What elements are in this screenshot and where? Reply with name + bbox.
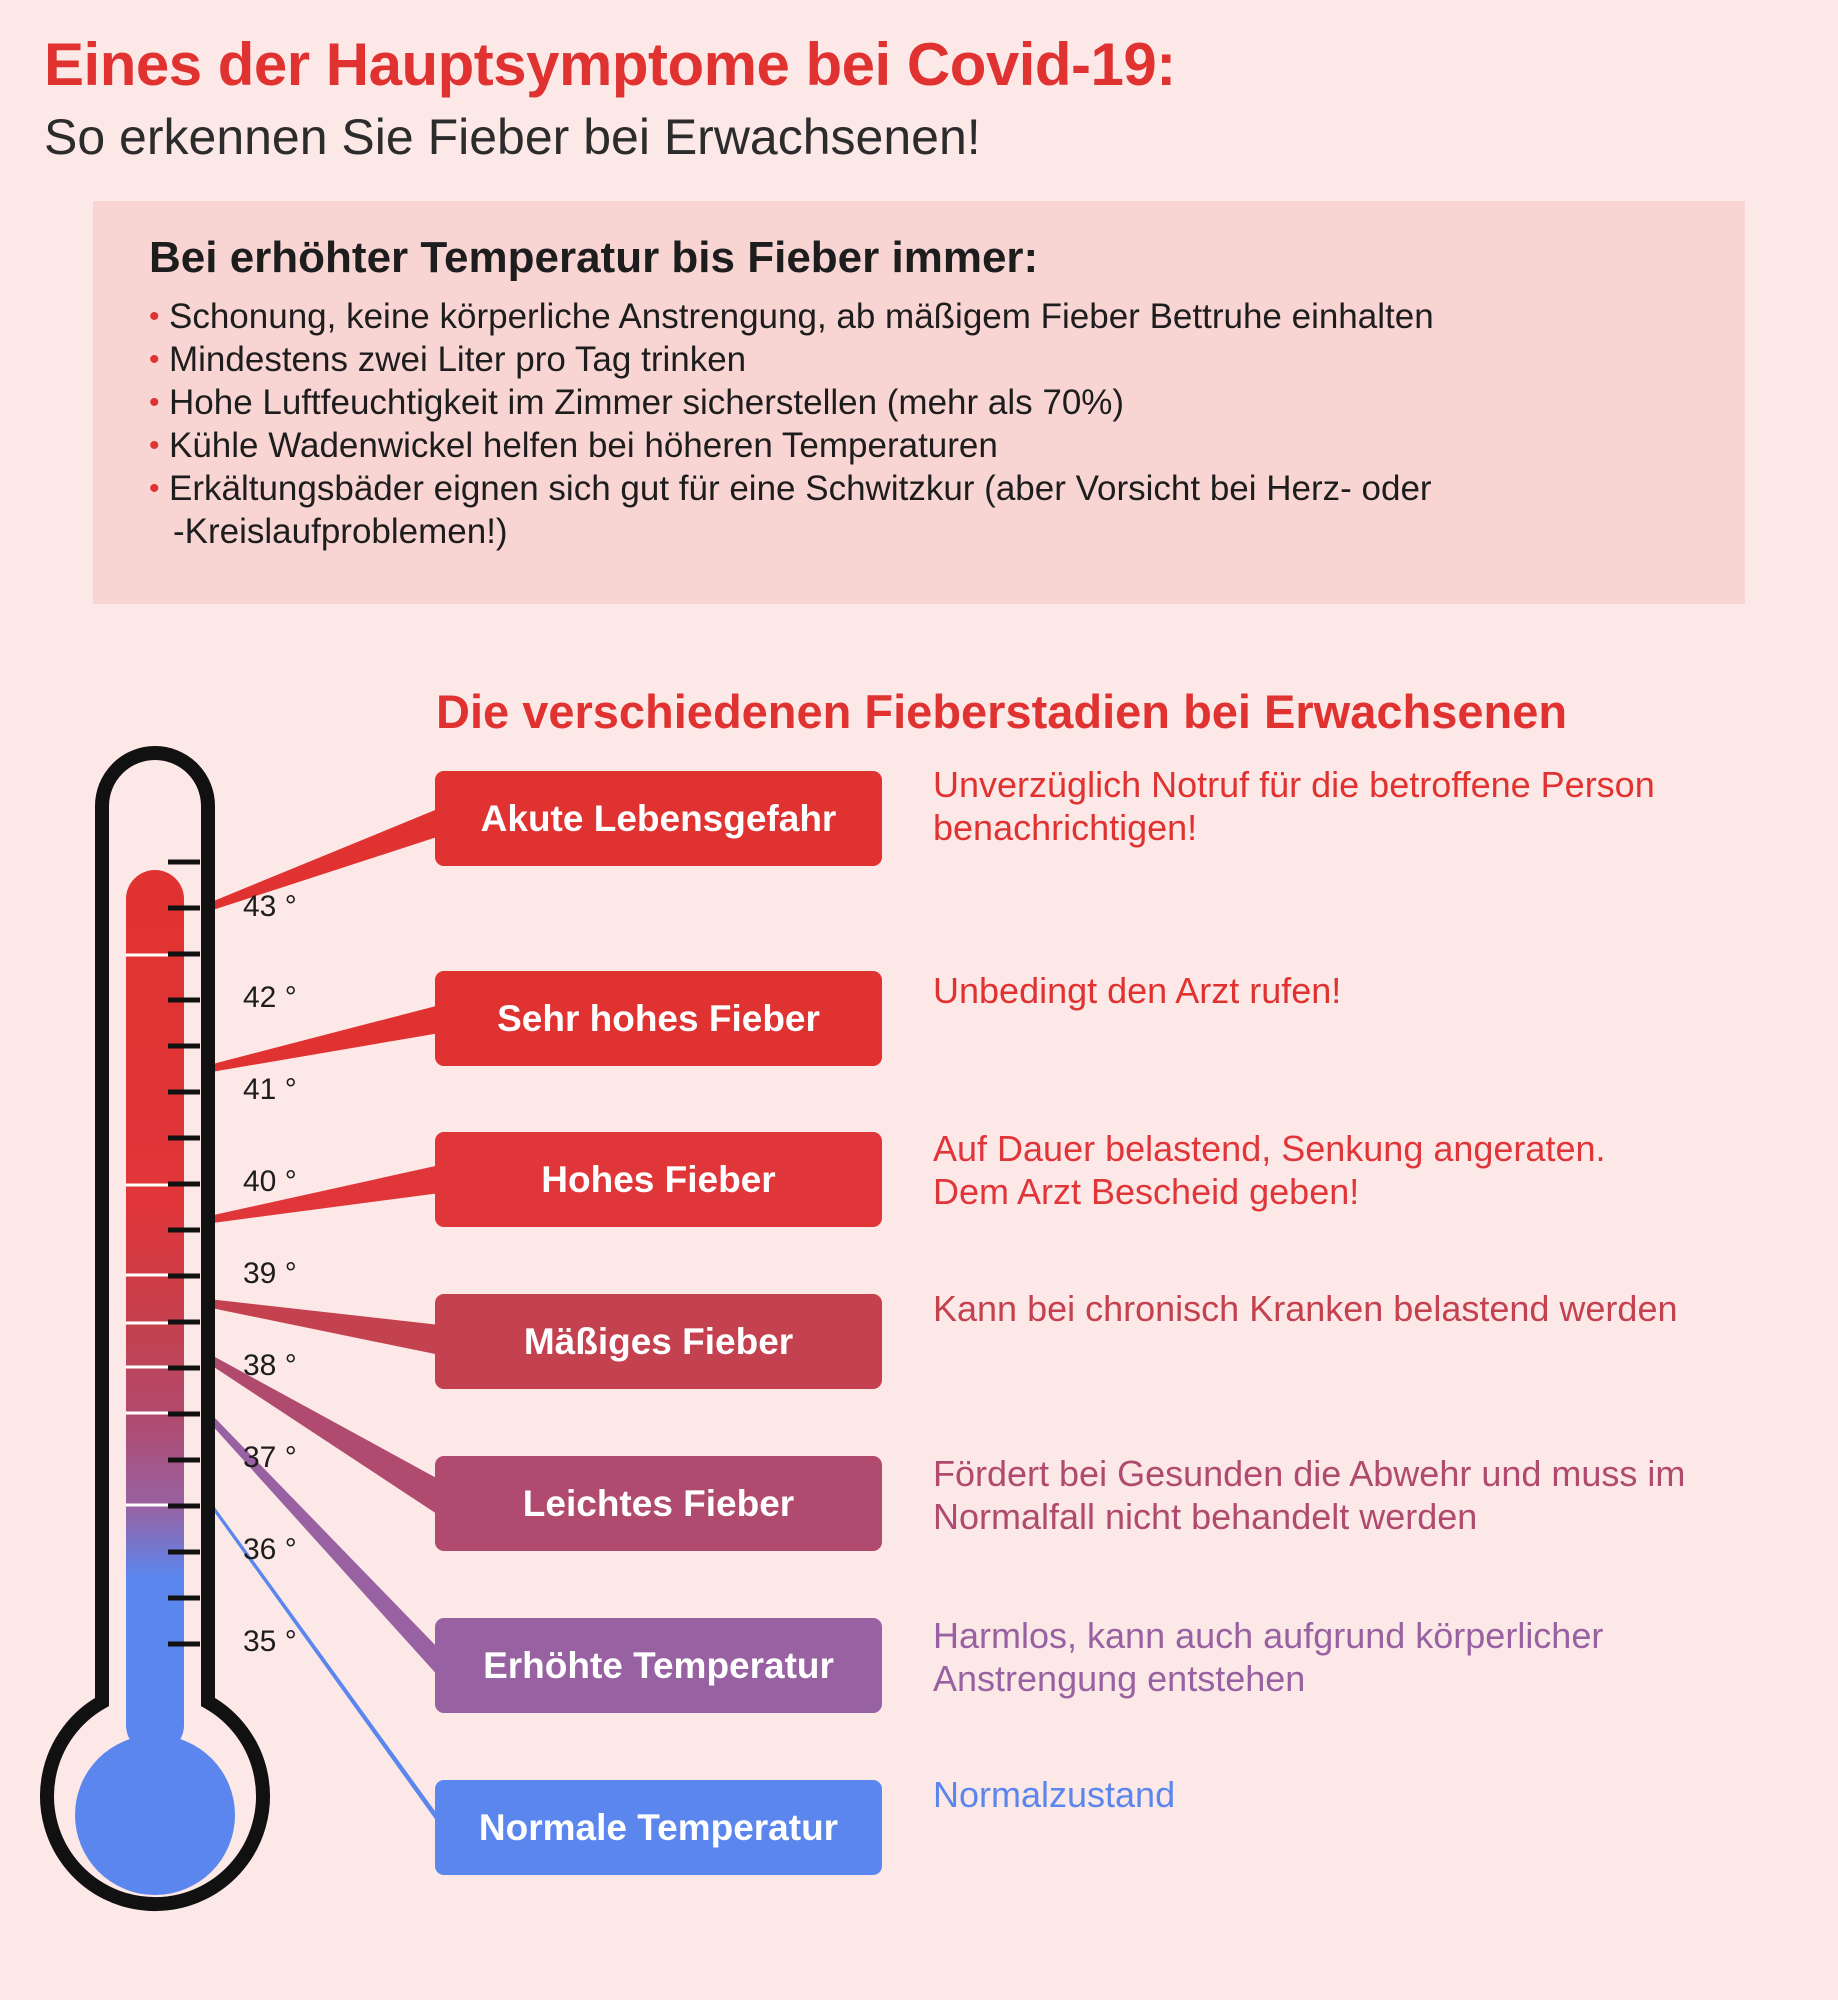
- bullet-icon: •: [149, 386, 160, 419]
- tip-text-continuation: -Kreislaufproblemen!): [173, 512, 508, 551]
- tick-label: 40 °: [243, 1165, 297, 1198]
- tick-label: 35 °: [243, 1625, 297, 1658]
- page-title: Eines der Hauptsymptome bei Covid-19:: [44, 31, 1176, 98]
- connector-lines: [182, 808, 440, 1826]
- tick-label: 41 °: [243, 1073, 297, 1106]
- stage-description: Harmlos, kann auch aufgrund körperlicher Anstrengung entstehen: [933, 1615, 1604, 1699]
- tick-label: 37 °: [243, 1441, 297, 1474]
- page-subtitle: So erkennen Sie Fieber bei Erwachsenen!: [44, 109, 981, 165]
- connector-maessiges-fieber: [182, 1296, 440, 1355]
- tip-text: Erkältungsbäder eignen sich gut für eine Schwitzkur (aber Vorsicht bei Herz- oder: [169, 469, 1432, 508]
- stage-label-erhoehte-temperatur: Erhöhte Temperatur: [435, 1618, 882, 1713]
- tick-label: 42 °: [243, 981, 297, 1014]
- stage-description: Unverzüglich Notruf für die betroffene Person benachrichtigen!: [933, 764, 1655, 848]
- stage-label-hohes-fieber: Hohes Fieber: [435, 1132, 882, 1227]
- tip-text: Hohe Luftfeuchtigkeit im Zimmer sicherstellen (mehr als 70%): [169, 383, 1125, 422]
- stage-description: Auf Dauer belastend, Senkung angeraten. Dem Arzt Bescheid geben!: [933, 1128, 1606, 1212]
- connector-hohes-fieber: [182, 1165, 440, 1227]
- stage-label-maessiges-fieber: Mäßiges Fieber: [435, 1294, 882, 1389]
- bullet-icon: •: [149, 343, 160, 376]
- connector-akute-lebensgefahr: [182, 808, 440, 920]
- stage-description: Kann bei chronisch Kranken belastend werden: [933, 1288, 1678, 1329]
- tick-label: 38 °: [243, 1349, 297, 1382]
- tips-heading: Bei erhöhter Temperatur bis Fieber immer:: [149, 233, 1039, 282]
- stage-label-sehr-hohes-fieber: Sehr hohes Fieber: [435, 971, 882, 1066]
- tip-text: Kühle Wadenwickel helfen bei höheren Temperaturen: [169, 426, 998, 465]
- tick-label: 36 °: [243, 1533, 297, 1566]
- tip-text: Mindestens zwei Liter pro Tag trinken: [169, 340, 747, 379]
- stage-description: Normalzustand: [933, 1774, 1176, 1815]
- mercury-column: [126, 870, 184, 1754]
- tick-label: 39 °: [243, 1257, 297, 1290]
- tip-text: Schonung, keine körperliche Anstrengung, ab mäßigem Fieber Bettruhe einhalten: [169, 297, 1434, 336]
- tick-label: 43 °: [243, 890, 297, 923]
- stage-label-leichtes-fieber: Leichtes Fieber: [435, 1456, 882, 1551]
- bullet-icon: •: [149, 472, 160, 505]
- stage-description: Unbedingt den Arzt rufen!: [933, 970, 1342, 1011]
- stage-description: Fördert bei Gesunden die Abwehr und muss im Normalfall nicht behandelt werden: [933, 1453, 1686, 1537]
- stage-label-normale-temperatur: Normale Temperatur: [435, 1780, 882, 1875]
- bullet-icon: •: [149, 429, 160, 462]
- connector-sehr-hohes-fieber: [182, 1005, 440, 1077]
- stage-label-akute-lebensgefahr: Akute Lebensgefahr: [435, 771, 882, 866]
- section-title: Die verschiedenen Fieberstadien bei Erwachsenen: [436, 685, 1568, 738]
- mercury-bulb: [75, 1735, 235, 1895]
- bullet-icon: •: [149, 300, 160, 333]
